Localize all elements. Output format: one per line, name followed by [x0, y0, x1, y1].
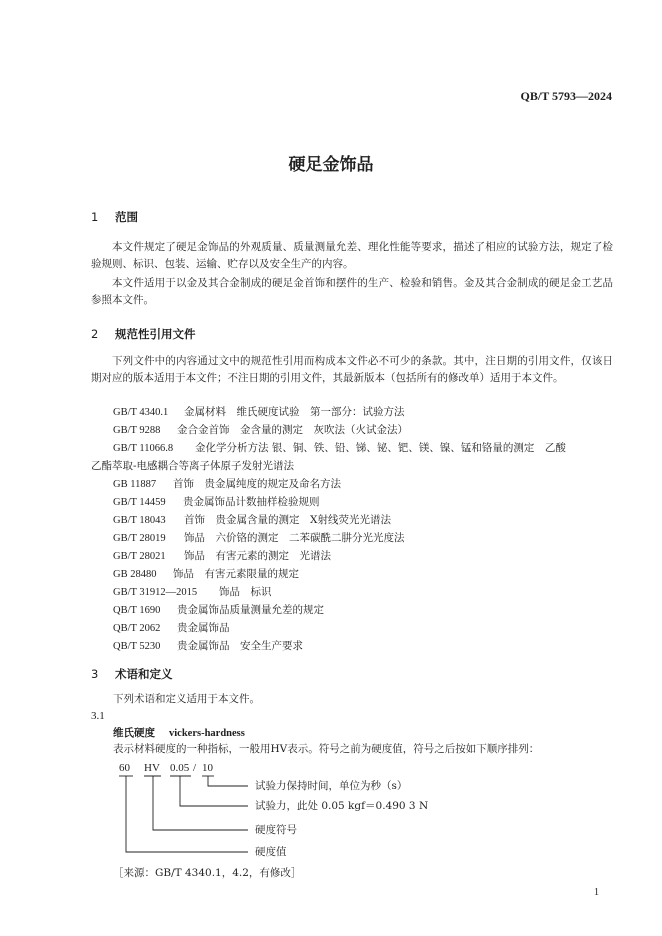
diagram-label-hold-time: 试验力保持时间，单位为秒（s） — [255, 780, 408, 792]
reference-code: GB/T 28021 — [113, 551, 166, 562]
reference-code: QB/T 5230 — [113, 641, 161, 652]
reference-title: 首饰 贵金属含量的测定 X射线荧光光谱法 — [184, 514, 391, 526]
term-definition: 表示材料硬度的一种指标，一般用HV表示。符号之前为硬度值，符号之后按如下顺序排列： — [113, 743, 540, 755]
section-3-intro: 下列术语和定义适用于本文件。 — [113, 693, 260, 705]
reference-title: 贵金属饰品 安全生产要求 — [177, 640, 303, 652]
diagram-label-test-force: 试验力，此处 0.05 kgf＝0.490 3 N — [255, 800, 429, 812]
reference-code: QB/T 1690 — [113, 605, 161, 616]
reference-title: 首饰 贵金属纯度的规定及命名方法 — [173, 478, 341, 490]
section-1-para-1: 本文件规定了硬足金饰品的外观质量、质量测量允差、理化性能等要求，描述了相应的试验方法，规定了检验规则、标识、包装、运输、贮存以及安全生产的内容。 — [91, 241, 613, 270]
source-note: ［来源：GB/T 4340.1，4.2，有修改］ — [113, 867, 302, 879]
leader-hv-symbol — [153, 776, 248, 830]
section-2-title: 规范性引用文件 — [115, 327, 196, 341]
page-number: 1 — [594, 887, 599, 898]
reference-title: 金属材料 维氏硬度试验 第一部分：试验方法 — [184, 406, 405, 418]
reference-code: GB/T 9288 — [113, 425, 161, 436]
reference-code: GB/T 28019 — [113, 533, 166, 544]
section-3-number: 3 — [91, 667, 99, 681]
section-2-intro: 下列文件中的内容通过文中的规范性引用而构成本文件必不可少的条款。其中，注日期的引用文件，仅该日期对应的版本适用于本文件；不注日期的引用文件，其最新版本（包括所有的修改单）适用于本文件。 — [91, 355, 613, 384]
reference-title: 贵金属饰品计数抽样检验规则 — [183, 496, 320, 508]
reference-code: GB 11887 — [113, 479, 157, 490]
reference-title: 金化学分析方法 银、铜、铁、铅、锑、铋、钯、镁、镍、锰和铬量的测定 乙酸 — [195, 442, 566, 454]
document-title: 硬足金饰品 — [288, 155, 374, 175]
diagram-token-test-force: 0.05 — [170, 762, 190, 774]
reference-code: GB/T 4340.1 — [113, 407, 169, 418]
reference-code: GB/T 18043 — [113, 515, 166, 526]
reference-code: QB/T 2062 — [113, 623, 161, 634]
reference-title: 饰品 有害元素限量的规定 — [173, 568, 299, 580]
term-english: vickers-hardness — [169, 728, 245, 739]
section-1-para-2: 本文件适用于以金及其合金制成的硬足金首饰和摆件的生产、检验和销售。金及其合金制成的硬足金工艺品参照本文件。 — [91, 277, 613, 306]
reference-code: GB 28480 — [113, 569, 157, 580]
reference-title: 贵金属饰品质量测量允差的规定 — [177, 604, 324, 616]
reference-code: GB/T 14459 — [113, 497, 166, 508]
reference-title: 贵金属饰品 — [177, 622, 230, 634]
reference-title: 乙酯萃取-电感耦合等离子体原子发射光谱法 — [91, 460, 295, 472]
diagram-token-hold-time: 10 — [202, 762, 213, 774]
section-1-title: 范围 — [115, 210, 138, 224]
diagram-token-slash: / — [193, 762, 197, 774]
diagram-label-hardness-value: 硬度值 — [255, 846, 287, 858]
standard-number: QB/T 5793—2024 — [520, 89, 612, 103]
section-1-number: 1 — [91, 210, 99, 224]
diagram-label-hardness-symbol: 硬度符号 — [255, 824, 297, 836]
reference-title: 金合金首饰 金含量的测定 灰吹法（火试金法） — [177, 424, 408, 436]
diagram-token-hv-symbol: HV — [144, 762, 160, 774]
reference-code: GB/T 11066.8 — [113, 443, 174, 454]
subsection-number: 3.1 — [91, 710, 105, 722]
reference-title: 饰品 有害元素的测定 光谱法 — [184, 550, 331, 562]
leader-hardness-value — [126, 776, 248, 852]
reference-code: GB/T 31912—2015 — [113, 587, 198, 598]
section-2-number: 2 — [91, 327, 99, 341]
reference-title: 饰品 标识 — [219, 586, 272, 598]
leader-hold-time — [208, 776, 248, 786]
leader-test-force — [180, 776, 248, 806]
term-chinese: 维氏硬度 — [113, 727, 155, 739]
diagram-token-hardness-value: 60 — [119, 762, 130, 774]
section-3-title: 术语和定义 — [115, 667, 173, 681]
reference-title: 饰品 六价铬的测定 二苯碳酰二肼分光光度法 — [184, 532, 405, 544]
